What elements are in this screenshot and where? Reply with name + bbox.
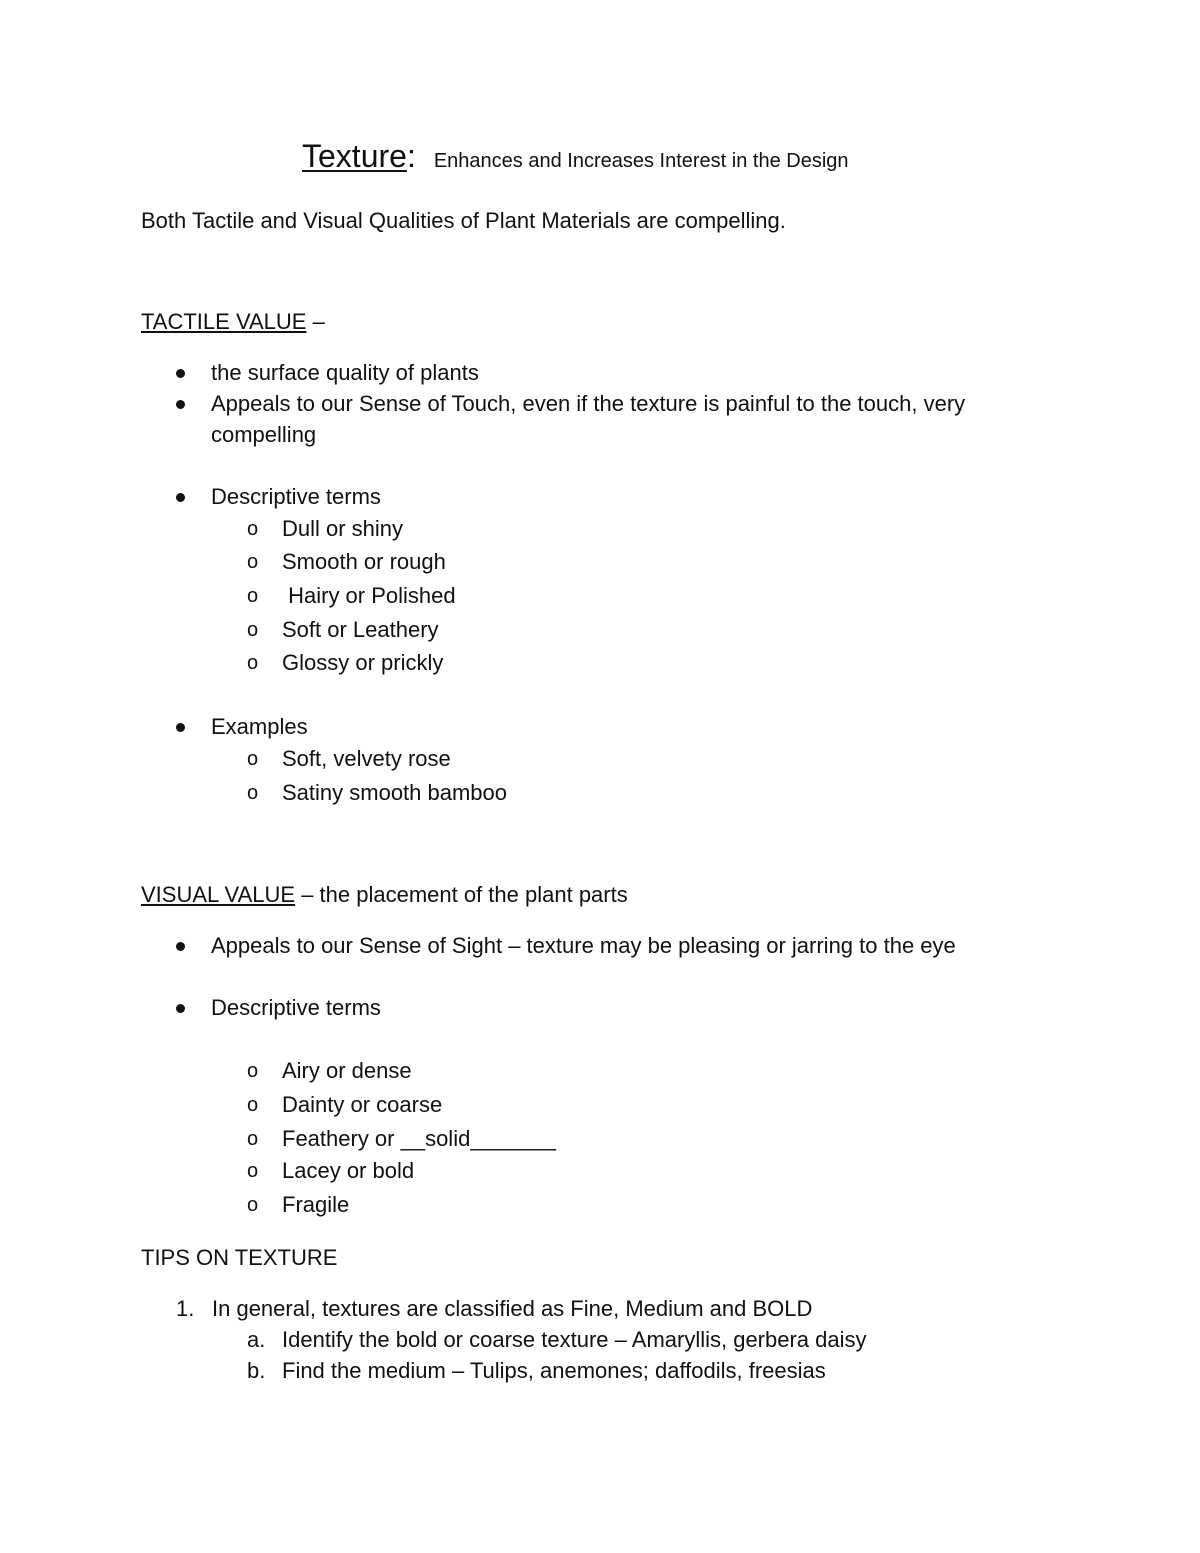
circle-bullet-icon: o — [247, 1128, 259, 1150]
sub-list-item: Dainty or coarse — [282, 1092, 443, 1117]
lettered-list-item: Find the medium – Tulips, anemones; daffodils, freesias — [282, 1358, 826, 1383]
intro-text: Both Tactile and Visual Qualities of Plant Materials are compelling. — [141, 208, 786, 233]
circle-bullet-icon: o — [247, 585, 259, 607]
list-item: Examples — [211, 714, 308, 739]
bullet-icon — [176, 942, 185, 951]
circle-bullet-icon: o — [247, 518, 259, 540]
bullet-icon — [176, 493, 185, 502]
sub-list-item: Feathery or __solid_______ — [282, 1126, 556, 1151]
circle-bullet-icon: o — [247, 652, 259, 674]
list-item: Appeals to our Sense of Sight – texture may be pleasing or jarring to the eye — [211, 933, 956, 958]
sub-list-item: Soft, velvety rose — [282, 746, 451, 771]
visual-heading-label: VISUAL VALUE — [141, 882, 296, 907]
circle-bullet-icon: o — [247, 1160, 259, 1182]
visual-heading — [141, 882, 628, 908]
tactile-heading-label: TACTILE VALUE — [141, 309, 307, 334]
bullet-icon — [176, 400, 185, 409]
lettered-marker: a. — [247, 1327, 266, 1352]
list-item: Descriptive terms — [211, 995, 381, 1020]
sub-list-item: Glossy or prickly — [282, 650, 444, 675]
page-title — [302, 138, 849, 175]
circle-bullet-icon: o — [247, 748, 259, 770]
list-item: the surface quality of plants — [211, 360, 479, 385]
list-item: Descriptive terms — [211, 484, 381, 509]
sub-list-item: Soft or Leathery — [282, 617, 439, 642]
sub-list-item: Satiny smooth bamboo — [282, 780, 508, 805]
sub-list-item: Fragile — [282, 1192, 350, 1217]
sub-list-item: Lacey or bold — [282, 1158, 415, 1183]
list-item-continuation: compelling — [211, 422, 317, 447]
circle-bullet-icon: o — [247, 1194, 259, 1216]
bullet-icon — [176, 1004, 185, 1013]
visual-heading-suffix: – the placement of the plant parts — [295, 882, 628, 907]
sub-list-item: Dull or shiny — [282, 516, 404, 541]
tips-heading: TIPS ON TEXTURE — [141, 1245, 338, 1270]
lettered-marker: b. — [247, 1358, 266, 1383]
tactile-heading — [141, 309, 325, 335]
sub-list-item: Smooth or rough — [282, 549, 446, 574]
title-subtitle: Enhances and Increases Interest in the Design — [433, 150, 849, 172]
tactile-heading-suffix: – — [306, 309, 325, 334]
sub-list-item: Hairy or Polished — [282, 583, 456, 608]
circle-bullet-icon: o — [247, 551, 259, 573]
bullet-icon — [176, 723, 185, 732]
list-item: Appeals to our Sense of Touch, even if the texture is painful to the touch, very — [211, 391, 966, 416]
circle-bullet-icon: o — [247, 1060, 259, 1082]
numbered-marker: 1. — [176, 1296, 195, 1321]
circle-bullet-icon: o — [247, 782, 259, 804]
circle-bullet-icon: o — [247, 619, 259, 641]
bullet-icon — [176, 369, 185, 378]
title-word: Texture — [302, 138, 407, 174]
circle-bullet-icon: o — [247, 1094, 259, 1116]
sub-list-item: Airy or dense — [282, 1058, 412, 1083]
title-colon: : — [406, 138, 416, 174]
lettered-list-item: Identify the bold or coarse texture – Amaryllis, gerbera daisy — [282, 1327, 867, 1352]
numbered-list-item: In general, textures are classified as Fine, Medium and BOLD — [212, 1296, 813, 1321]
